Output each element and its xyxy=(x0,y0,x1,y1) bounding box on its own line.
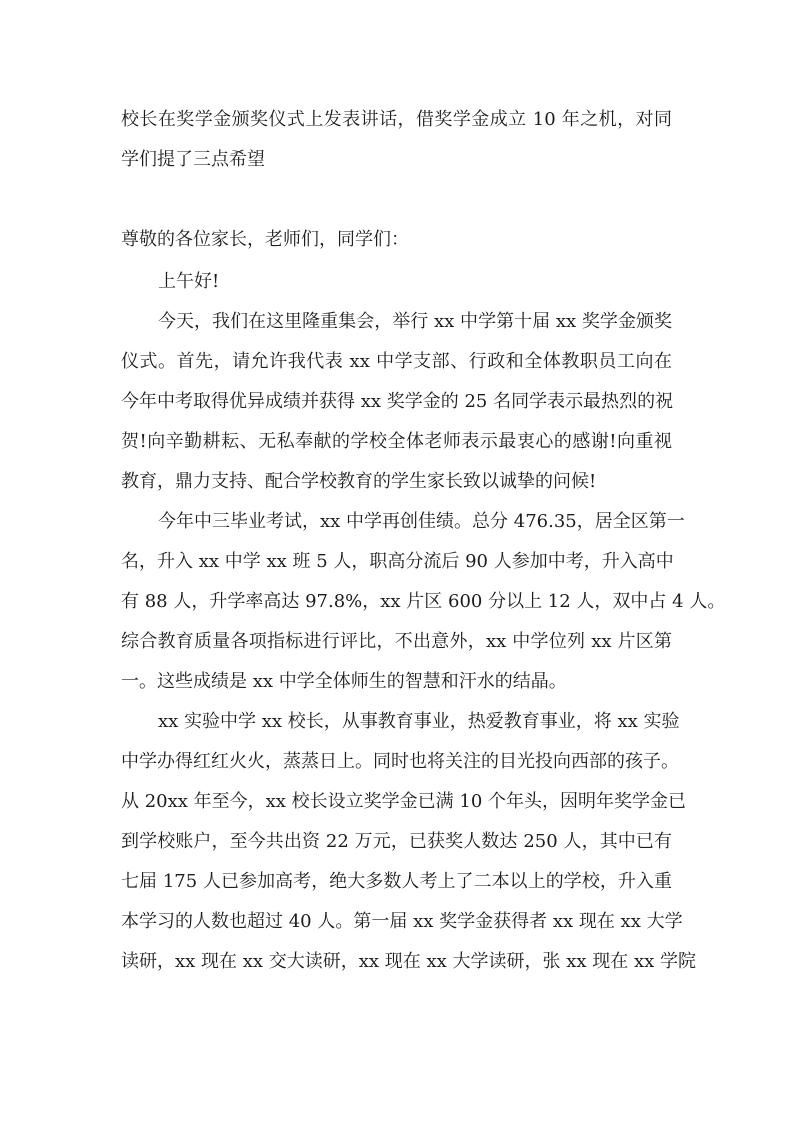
paragraph-2-line-4: 综合教育质量各项指标进行评比，不出意外，xx 中学位列 xx 片区第 xyxy=(121,631,672,652)
paragraph-1-line-4: 贺!向辛勤耕耘、无私奉献的学校全体老师表示最衷心的感谢!向重视 xyxy=(121,431,672,452)
paragraph-2-line-2: 名，升入 xx 中学 xx 班 5 人，职高分流后 90 人参加中考，升入高中 xyxy=(121,551,674,572)
paragraph-3-line-2: 中学办得红红火火，蒸蒸日上。同时也将关注的目光投向西部的孩子。 xyxy=(121,751,679,772)
paragraph-3-line-3: 从 20xx 年至今，xx 校长设立奖学金已满 10 个年头，因明年奖学金已 xyxy=(121,791,687,812)
paragraph-3-line-7: 读研，xx 现在 xx 交大读研，xx 现在 xx 大学读研，张 xx 现在 xx 学院 xyxy=(121,951,697,972)
title-line-1: 校长在奖学金颁奖仪式上发表讲话，借奖学金成立 10 年之机，对同 xyxy=(121,109,672,130)
salutation: 尊敬的各位家长，老师们，同学们： xyxy=(121,229,409,250)
paragraph-1-line-5: 教育，鼎力支持、配合学校教育的学生家长致以诚挚的问候! xyxy=(121,471,597,492)
paragraph-2-line-5: 一。这些成绩是 xx 中学全体师生的智慧和汗水的结晶。 xyxy=(121,671,567,692)
paragraph-2-line-1: 今年中三毕业考试，xx 中学再创佳绩。总分 476.35，居全区第一 xyxy=(158,511,685,532)
paragraph-1-line-3: 今年中考取得优异成绩并获得 xx 奖学金的 25 名同学表示最热烈的祝 xyxy=(121,391,674,412)
paragraph-1-line-1: 今天，我们在这里隆重集会，举行 xx 中学第十届 xx 奖学金颁奖 xyxy=(158,311,672,332)
paragraph-2-line-3: 有 88 人，升学率高达 97.8%，xx 片区 600 分以上 12 人，双中占 4 人。 xyxy=(121,591,726,612)
title-line-2: 学们提了三点希望 xyxy=(121,149,265,170)
greeting: 上午好! xyxy=(158,271,220,292)
paragraph-1-line-2: 仪式。首先，请允许我代表 xx 中学支部、行政和全体教职员工向在 xyxy=(121,351,672,372)
paragraph-3-line-5: 七届 175 人已参加高考，绝大多数人考上了二本以上的学校，升入重 xyxy=(121,871,672,892)
paragraph-3-line-4: 到学校账户，至今共出资 22 万元，已获奖人数达 250 人，其中已有 xyxy=(121,831,672,852)
paragraph-3-line-1: xx 实验中学 xx 校长，从事教育事业，热爱教育事业，将 xx 实验 xyxy=(158,711,680,732)
paragraph-3-line-6: 本学习的人数也超过 40 人。第一届 xx 奖学金获得者 xx 现在 xx 大学 xyxy=(121,911,683,932)
